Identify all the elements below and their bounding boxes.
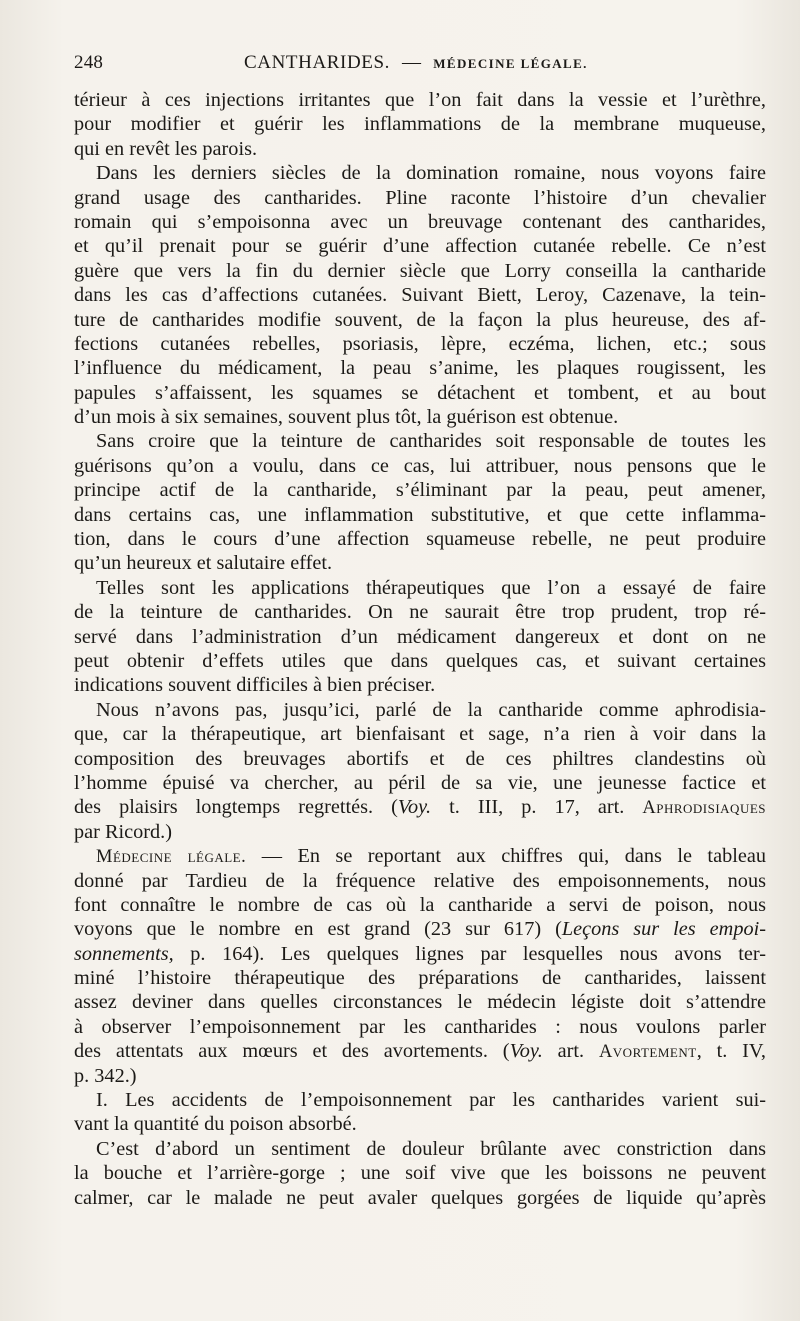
text-line: d’un mois à six semaines, souvent plus tôt, la guérison est obtenue.: [74, 406, 619, 429]
text-line: l’homme épuisé va chercher, au péril de sa vie, une jeunesse factice et: [74, 771, 766, 794]
text-line: pour modifier et guérir les inflammations de la membrane muqueuse,: [74, 113, 766, 136]
text-line: vant la quantité du poison absorbé.: [74, 1113, 357, 1136]
text-line: dans certains cas, une inflammation substitutive, et que cette inflamma-: [74, 503, 766, 526]
text-line: tion, dans le cours d’une affection squameuse rebelle, ne peut produire: [74, 528, 766, 551]
text-line: C’est d’abord un sentiment de douleur brûlante avec constriction dans: [96, 1137, 766, 1160]
text-line: romain qui s’empoisonna avec un breuvage contenant des cantharides,: [74, 210, 766, 233]
text-line: ture de cantharides modifie souvent, de la façon la plus heureuse, des af-: [74, 308, 766, 331]
text-line: la bouche et l’arrière-gorge ; une soif vive que les boissons ne peuvent: [74, 1162, 766, 1185]
text-line: peut obtenir d’effets utiles que dans quelques cas, et suivant certaines: [74, 649, 766, 672]
text-line: Sans croire que la teinture de cantharides soit responsable de toutes les: [96, 430, 766, 453]
text-line: voyons que le nombre en est grand (23 sur 617) (Leçons sur les empoi-: [74, 918, 766, 941]
text-line: sonnements, p. 164). Les quelques lignes par lesquelles nous avons ter-: [74, 942, 766, 965]
text-line: calmer, car le malade ne peut avaler quelques gorgées de liquide qu’après: [74, 1186, 766, 1209]
running-subtitle: MÉDECINE LÉGALE.: [433, 56, 588, 71]
body-text: [74, 88, 766, 1210]
text-line: des attentats aux mœurs et des avortements. (Voy. art. Avortement, t. IV,: [74, 1040, 766, 1063]
page-number: 248: [74, 52, 104, 73]
text-line: dans les cas d’affections cutanées. Suivant Biett, Leroy, Cazenave, la tein-: [74, 284, 766, 307]
text-line: miné l’histoire thérapeutique des préparations de cantharides, laissent: [74, 967, 766, 990]
text-line: et qu’il prenait pour se guérir d’une affection cutanée rebelle. Ce n’est: [74, 235, 766, 258]
text-line: guérisons qu’on a voulu, dans ce cas, lui attribuer, nous pensons que le: [74, 454, 766, 477]
text-line: des plaisirs longtemps regrettés. (Voy. t. III, p. 17, art. Aphrodisiaques: [74, 796, 767, 819]
text-line: indications souvent difficiles à bien préciser.: [74, 674, 436, 697]
text-line: principe actif de la cantharide, s’éliminant par la peau, peut amener,: [74, 479, 766, 502]
text-line: Nous n’avons pas, jusqu’ici, parlé de la cantharide comme aphrodisia-: [96, 698, 766, 721]
text-line: fections cutanées rebelles, psoriasis, lèpre, eczéma, lichen, etc.; sous: [74, 332, 766, 355]
text-line: par Ricord.): [74, 820, 172, 843]
text-line: font connaître le nombre de cas où la cantharide a servi de poison, nous: [74, 893, 766, 916]
text-line: Dans les derniers siècles de la domination romaine, nous voyons faire: [96, 162, 766, 185]
text-line: que, car la thérapeutique, art bienfaisant et sage, n’a rien à voir dans la: [74, 723, 766, 746]
text-line: assez deviner dans quelles circonstances le médecin légiste doit s’attendre: [74, 991, 766, 1014]
text-line: donné par Tardieu de la fréquence relative des empoisonnements, nous: [74, 869, 766, 892]
text-line: de la teinture de cantharides. On ne saurait être trop prudent, trop ré-: [74, 601, 766, 624]
text-line: papules s’affaissent, les squames se détachent et tombent, et au bout: [74, 381, 766, 404]
text-line: Telles sont les applications thérapeutiques que l’on a essayé de faire: [96, 576, 766, 599]
text-line: Médecine légale. — En se reportant aux chiffres qui, dans le tableau: [96, 845, 766, 868]
text-line: I. Les accidents de l’empoisonnement par les cantharides varient sui-: [96, 1089, 766, 1112]
text-line: qui en revêt les parois.: [74, 137, 258, 160]
text-line: servé dans l’administration d’un médicament dangereux et dont on ne: [74, 625, 766, 648]
text-line: guère que vers la fin du dernier siècle que Lorry conseilla la cantharide: [74, 259, 766, 282]
text-line: p. 342.): [74, 1064, 137, 1087]
running-dash: —: [402, 52, 422, 73]
text-line: composition des breuvages abortifs et de ces philtres clandestins où: [74, 747, 766, 770]
text-line: grand usage des cantharides. Pline raconte l’histoire d’un chevalier: [74, 186, 766, 209]
section-heading: Médecine légale.: [96, 847, 247, 868]
text-line: l’influence du médicament, la peau s’anime, les plaques rougissent, les: [74, 357, 766, 380]
text-line: à observer l’empoisonnement par les cantharides : nous voulons parler: [74, 1015, 766, 1038]
text-line: qu’un heureux et salutaire effet.: [74, 552, 333, 575]
text-line: térieur à ces injections irritantes que l’on fait dans la vessie et l’urèthre,: [74, 89, 766, 111]
running-head: [74, 52, 766, 88]
running-title: CANTHARIDES.: [244, 52, 391, 73]
